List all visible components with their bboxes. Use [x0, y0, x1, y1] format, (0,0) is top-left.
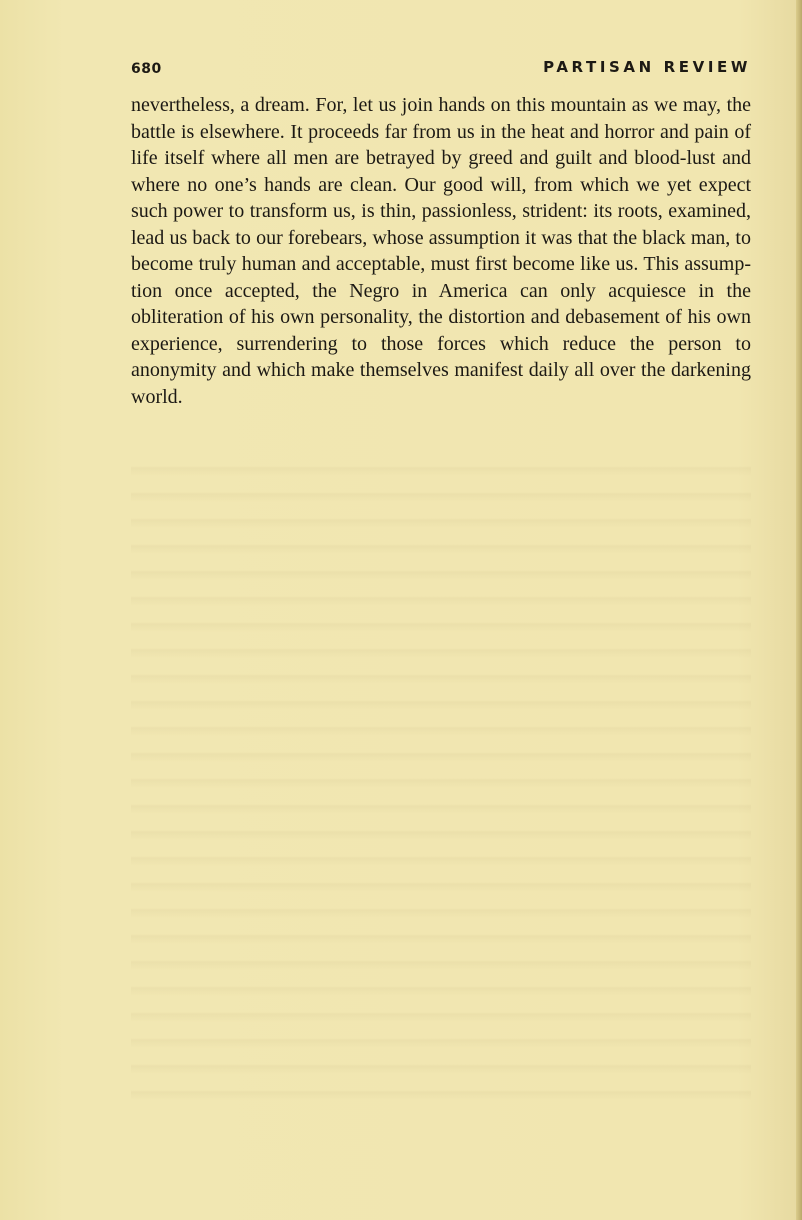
- page-number: 680: [131, 61, 162, 77]
- page-edge: [796, 0, 802, 1220]
- page-header: [131, 58, 751, 82]
- reverse-page-show-through: [131, 450, 751, 1100]
- body-paragraph: nevertheless, a dream. For, let us join hands on this mountain as we may, the battle is elsewhere. It proceeds far from us in the heat and horror and pain of life itself where all men are betrayed by greed and guilt and blood-lust and where no one’s hands are clean. Our good will, from which we yet expect such power to transform us, is thin, passionless, strident: its roots, examined, lead us back to our forebears, whose assumption it was that the black man, to become truly human and acceptable, must first become like us. This assumption once accepted, the Negro in America can only acquiesce in the obliteration of his own personality, the distortion and debasement of his own experience, surrendering to those forces which reduce the person to anonymity and which make themselves manifest daily all over the darkening world.: [131, 94, 751, 408]
- running-head: PARTISAN REVIEW: [543, 58, 751, 76]
